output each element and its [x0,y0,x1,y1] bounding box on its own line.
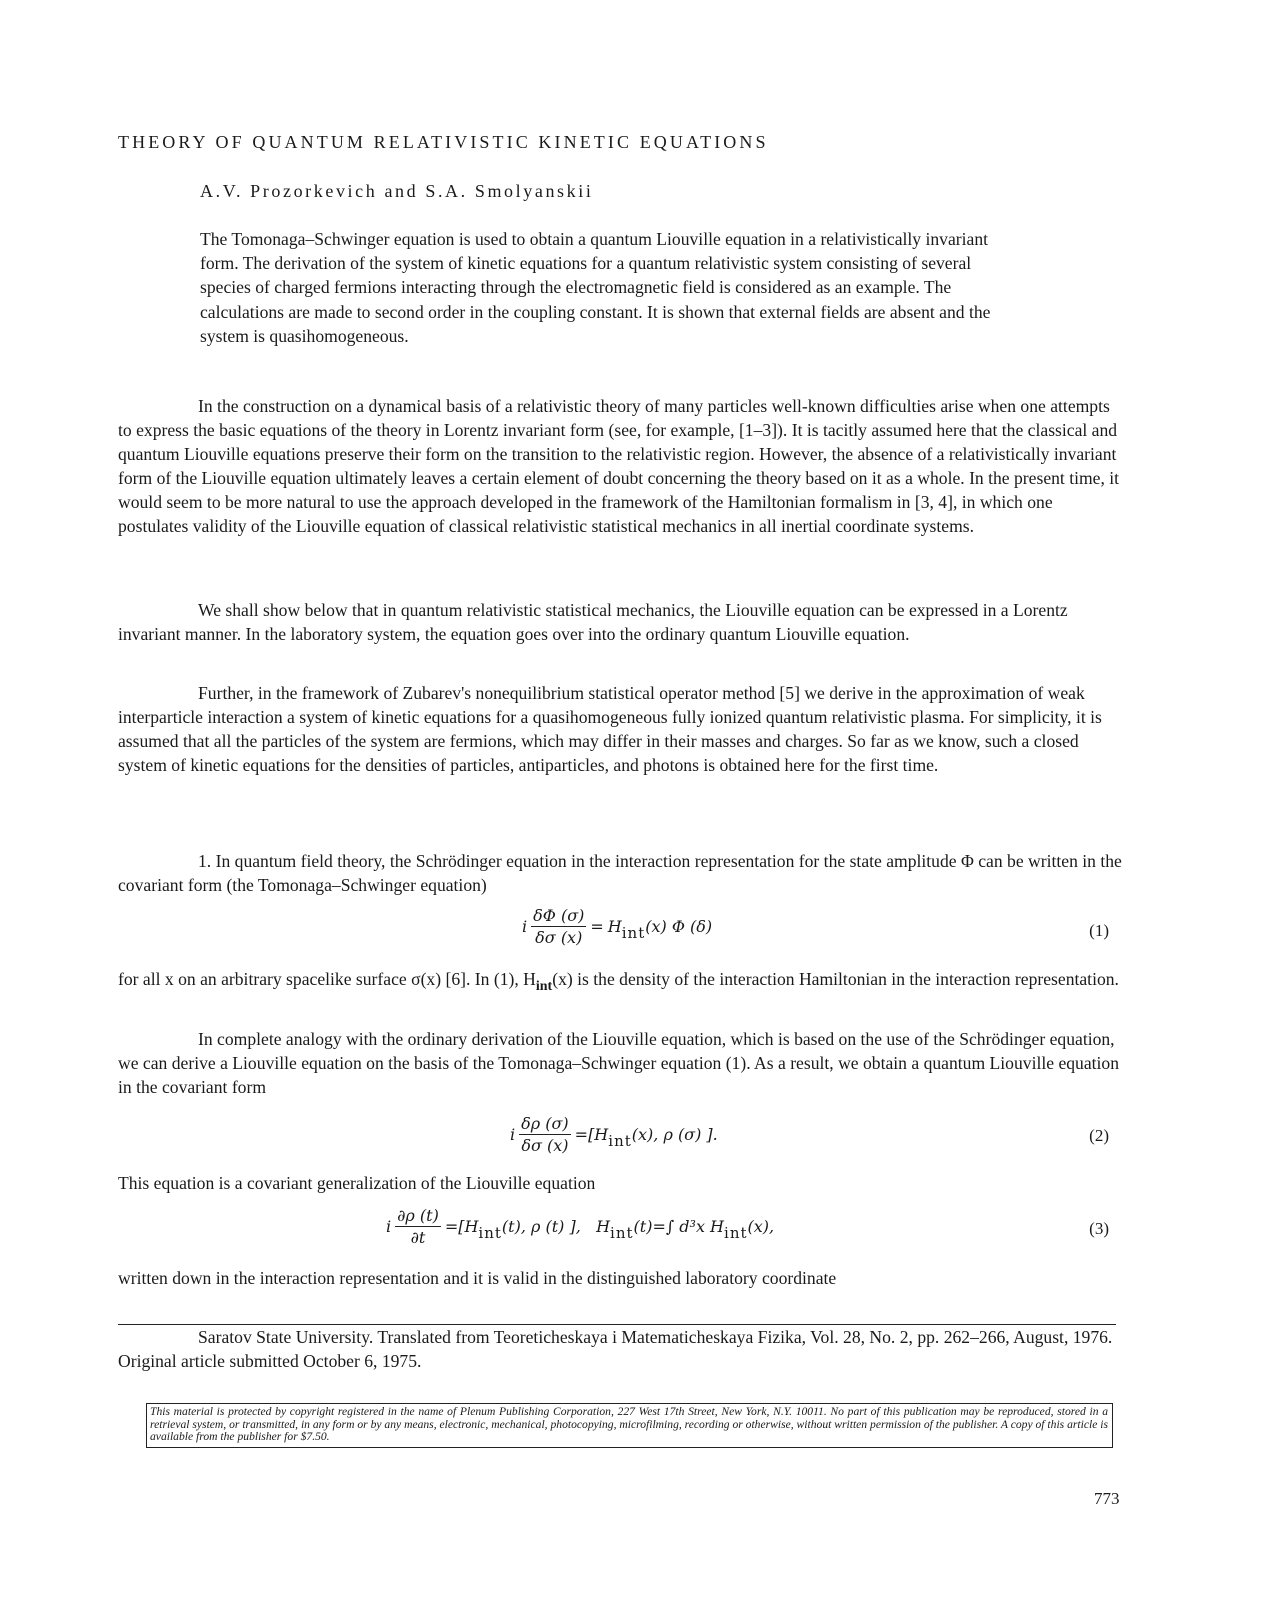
eq1-rest: (x) Φ (δ) [645,917,713,936]
eq3-i: i [386,1217,392,1236]
eq3-fraction [395,1206,441,1247]
eq1-fraction [531,906,586,947]
equation-1 [522,906,712,947]
page-number: 773 [1094,1489,1120,1508]
eq1-denominator: δσ (x) [535,928,583,947]
equation-2 [510,1114,718,1155]
eq3-denominator: ∂t [410,1228,426,1247]
equation-2-label: (2) [1089,1126,1109,1145]
paragraph-section-1: 1. In quantum field theory, the Schrödinger equation in the interaction representation for the state amplitude Φ can be written in the covariant form (the Tomonaga–Schwinger equation) [118,851,1122,895]
eq3-c: (t)=∫ d³x H [633,1217,725,1236]
copyright-notice: This material is protected by copyright registered in the name of Plenum Publishing Corporation, 227 West 17th Street, New York, N.Y. 10011. No part of this publication may be reproduced, stored in a retrieval system, or transmitted, in any form or by any means, electronic, mechanical, photocopying, microfilming, recording or otherwise, without written permission of the publisher. A copy of this article is available from the publisher for $7.50. [146,1403,1113,1448]
eq2-lhs-rest: =[H [574,1125,609,1144]
equation-1-label: (1) [1089,921,1109,940]
eq2-sub: int [608,1131,632,1150]
eq1-i: i [522,917,528,936]
article-authors: A.V. Prozorkevich and S.A. Smolyanskii [200,181,594,201]
paragraph-covariant: This equation is a covariant generalization of the Liouville equation [118,1173,596,1193]
p5-sub: int [535,979,553,994]
paragraph-zubarev: Further, in the framework of Zubarev's nonequilibrium statistical operator method [5] we derive in the approximation of weak interparticle interaction a system of kinetic equations for a quasihomogeneous fully ionized quantum relativistic plasma. For simplicity, it is assumed that all the particles of the system are fermions, which may differ in their masses and charges. So far as we know, such a closed system of kinetic equations for the densities of particles, antiparticles, and photons is obtained here for the first time. [118,683,1102,775]
eq2-denominator: δσ (x) [521,1136,569,1155]
p5-pre: for all x on an arbitrary spacelike surface σ(x) [6]. In (1), H [118,969,536,989]
eq3-sub1: int [478,1223,502,1242]
eq2-numerator: δρ (σ) [521,1114,569,1133]
eq3-a: =[H [444,1217,479,1236]
article-title: THEORY OF QUANTUM RELATIVISTIC KINETIC EQUATIONS [118,132,769,152]
eq3-sub3: int [724,1223,748,1242]
p5-post: (x) is the density of the interaction Hamiltonian in the interaction representation. [552,969,1119,989]
eq1-numerator: δΦ (σ) [533,906,585,925]
eq1-sub: int [621,923,646,942]
eq3-sub2: int [610,1223,634,1242]
footnote: Saratov State University. Translated from Teoreticheskaya i Matematicheskaya Fizika, Vol. 28, No. 2, pp. 262–266, August, 1976. Original article submitted October 6, 1975. [118,1327,1113,1371]
eq2-i: i [510,1125,516,1144]
abstract: The Tomonaga–Schwinger equation is used to obtain a quantum Liouville equation in a relativistically invariant form. The derivation of the system of kinetic equations for a quantum relativistic system consisting of several species of charged fermions interacting through the electromagnetic field is considered as an example. The calculations are made to second order in the coupling constant. It is shown that external fields are absent and the system is quasihomogeneous. [200,229,991,346]
eq1-equals: = [590,917,604,936]
equation-3-label: (3) [1089,1219,1109,1238]
eq3-b: (t), ρ (t) ], H [501,1217,611,1236]
eq1-h: H [607,917,622,936]
paragraph-analogy: In complete analogy with the ordinary derivation of the Liouville equation, which is based on the use of the Schrödinger equation, we can derive a Liouville equation on the basis of the Tomonaga–Schwinger equation (1). As a result, we obtain a quantum Liouville equation in the covariant form [118,1029,1120,1097]
equation-3 [386,1206,774,1247]
paragraph-laboratory: written down in the interaction representation and it is valid in the distinguished laboratory coordinate [118,1268,837,1288]
paragraph-hint [118,967,1123,994]
eq2-fraction [519,1114,571,1155]
paragraph-intro: In the construction on a dynamical basis of a relativistic theory of many particles well-known difficulties arise when one attempts to express the basic equations of the theory in Lorentz invariant form (see, for example, [1–3]). It is tacitly assumed here that the classical and quantum Liouville equations preserve their form on the transition to the relativistic region. However, the absence of a relativistically invariant form of the Liouville equation ultimately leaves a certain element of doubt concerning the theory based on it as a whole. In the present time, it would seem to be more natural to use the approach developed in the framework of the Hamiltonian formalism in [3, 4], in which one postulates validity of the Liouville equation of classical relativistic statistical mechanics in all inertial coordinate systems. [118,396,1120,536]
eq2-rest: (x), ρ (σ) ]. [631,1125,718,1144]
eq3-numerator: ∂ρ (t) [397,1206,439,1225]
paragraph-lorentz: We shall show below that in quantum relativistic statistical mechanics, the Liouville equation can be expressed in a Lorentz invariant manner. In the laboratory system, the equation goes over into the ordinary quantum Liouville equation. [118,600,1068,644]
eq3-d: (x), [747,1217,775,1236]
